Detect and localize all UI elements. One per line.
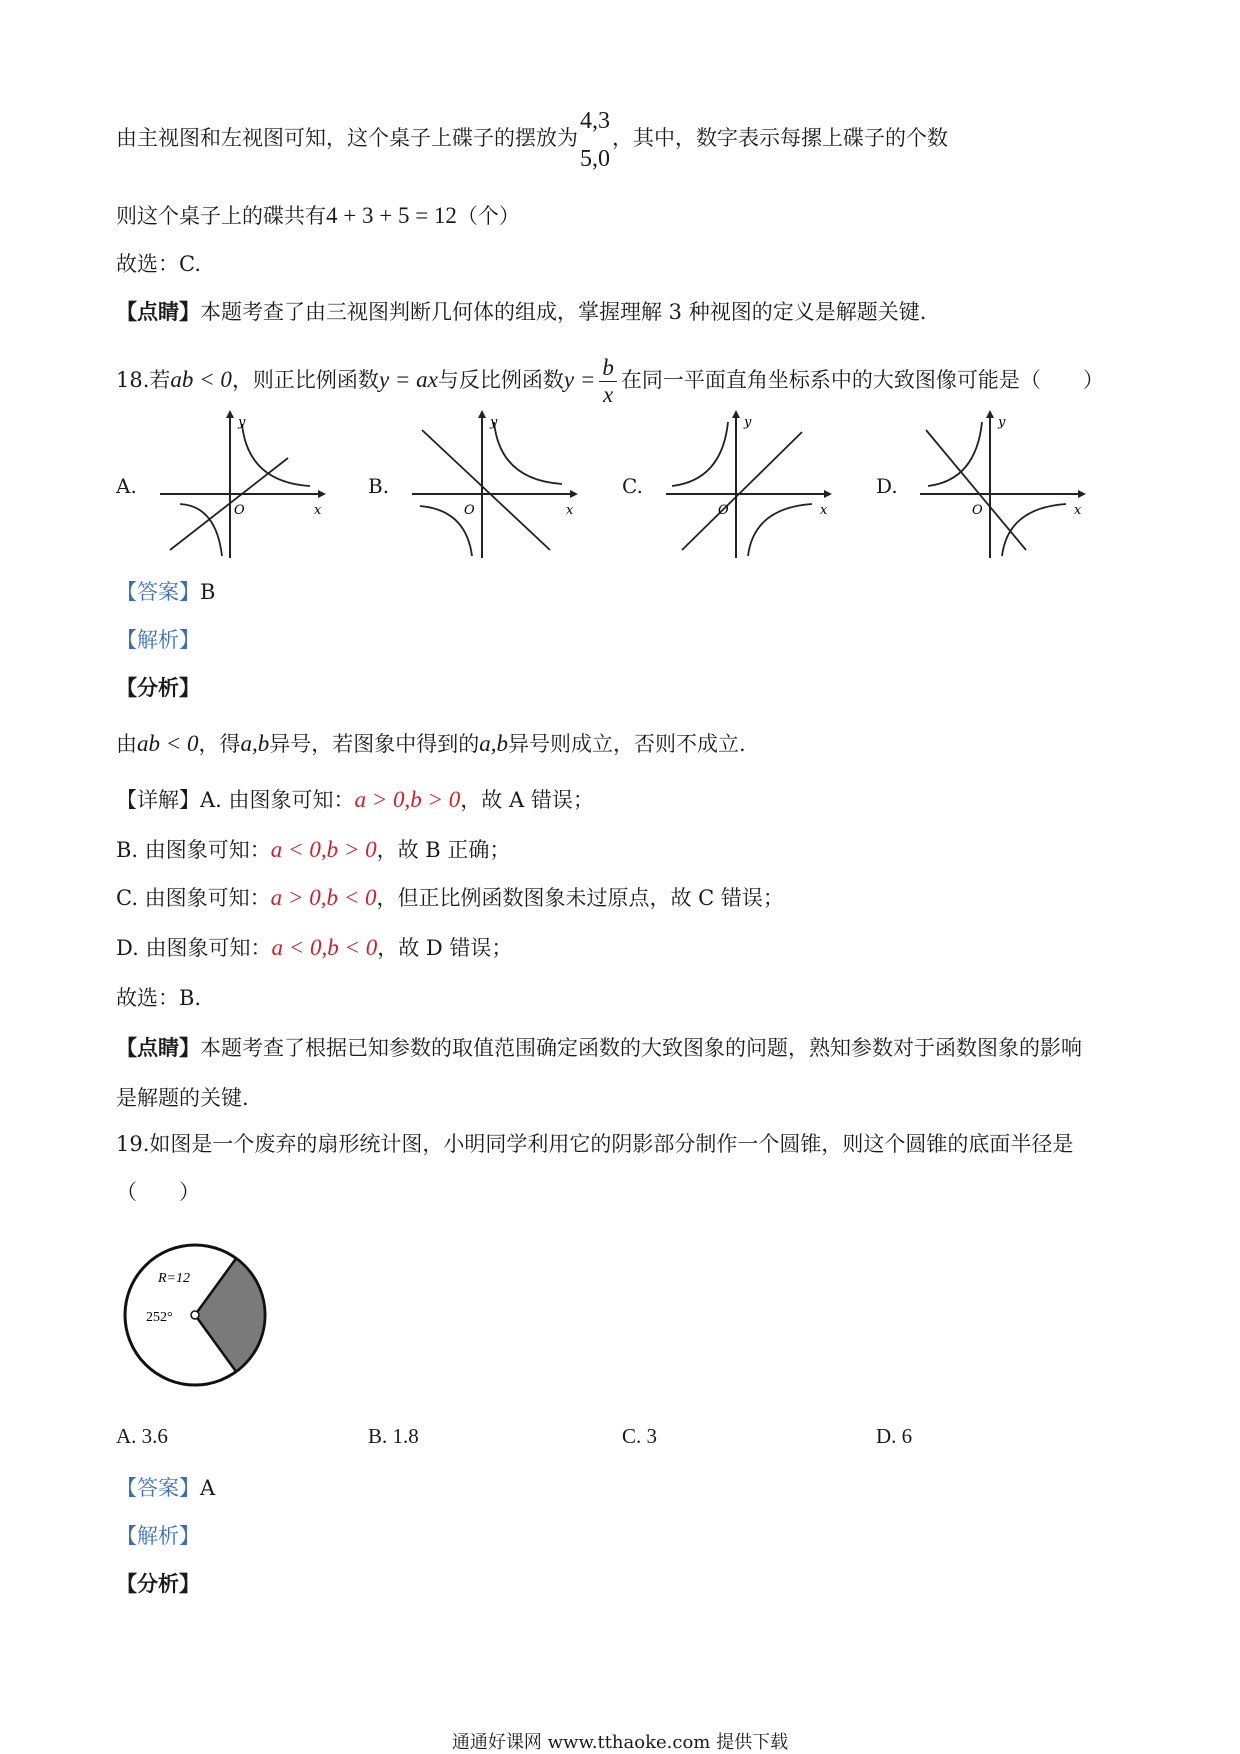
arrangement-bottom: 5,0 bbox=[580, 145, 610, 172]
q18-answer bbox=[116, 578, 215, 606]
q18-fraction bbox=[599, 355, 617, 408]
q19-pie-figure bbox=[120, 1240, 270, 1390]
origin-label: O bbox=[234, 503, 245, 518]
q19-stem: 19.如图是一个废弃的扇形统计图，小明同学利用它的阴影部分制作一个圆锥，则这个圆锥的底面半径是 bbox=[116, 1132, 1074, 1156]
dianjing-tag: 【点睛】 bbox=[116, 1035, 200, 1060]
radius-label: R=12 bbox=[158, 1271, 190, 1286]
detail-pre: 【详解】A. 由图象可知： bbox=[116, 788, 355, 812]
q19-fenxi-tag: 【分析】 bbox=[116, 1571, 200, 1596]
detail-line-b bbox=[116, 836, 510, 864]
arrangement-explain: ，其中，数字表示每摞上碟子的个数 bbox=[612, 126, 948, 150]
q18-select: 故选：B. bbox=[116, 986, 202, 1010]
arrangement-top: 4,3 bbox=[580, 107, 610, 134]
fenxi-vars2: a,b bbox=[479, 731, 509, 756]
q18-stem bbox=[116, 350, 1104, 410]
page-footer: 通通好课网 www.tthaoke.com 提供下载 bbox=[451, 1732, 789, 1753]
dianjing-tag: 【点睛】 bbox=[116, 299, 200, 324]
option-b-graph bbox=[410, 410, 580, 560]
detail-post: ，但正比例函数图象未过原点，故 C 错误； bbox=[376, 886, 784, 910]
fenxi-condition: ab < 0 bbox=[137, 731, 199, 756]
fenxi-mid: ，得 bbox=[198, 732, 241, 756]
origin-label: O bbox=[972, 503, 983, 518]
y-axis-label: y bbox=[490, 415, 498, 430]
detail-pre: B. 由图象可知： bbox=[116, 838, 271, 862]
plate-arrangement bbox=[580, 102, 610, 178]
q19-choice-b: B. 1.8 bbox=[368, 1424, 419, 1448]
q18-dianjing-cont: 是解题的关键. bbox=[116, 1086, 249, 1110]
fenxi-post: 异号则成立，否则不成立. bbox=[508, 732, 746, 756]
option-b-label: B. bbox=[368, 474, 390, 498]
q18-fenxi-tag: 【分析】 bbox=[116, 675, 200, 700]
answer-value: B bbox=[200, 580, 216, 604]
q19-choice-a: A. 3.6 bbox=[116, 1424, 168, 1448]
detail-post: ，故 B 正确； bbox=[376, 838, 511, 862]
option-d-label: D. bbox=[876, 474, 898, 498]
fraction-numerator: b bbox=[599, 355, 617, 382]
q18-inverse-lhs: y = bbox=[563, 367, 596, 392]
fenxi-mid2: 异号，若图象中得到的 bbox=[269, 732, 480, 756]
x-axis-label: x bbox=[820, 503, 828, 518]
detail-line-a bbox=[116, 786, 594, 814]
x-axis-label: x bbox=[1074, 503, 1082, 518]
answer-tag: 【答案】 bbox=[116, 1476, 200, 1500]
x-axis-label: x bbox=[314, 503, 322, 518]
total-unit: （个） bbox=[456, 204, 520, 228]
q18-number: 18.若 bbox=[116, 368, 171, 392]
q17-dianjing bbox=[116, 298, 926, 326]
dianjing-text: 本题考查了由三视图判断几何体的组成，掌握理解 3 种视图的定义是解题关键. bbox=[200, 300, 927, 324]
option-d-graph bbox=[918, 410, 1088, 560]
detail-post: ，故 A 错误； bbox=[460, 788, 594, 812]
option-c-label: C. bbox=[622, 474, 643, 498]
fraction-denominator: x bbox=[603, 382, 614, 407]
x-axis-label: x bbox=[566, 503, 574, 518]
q18-dianjing bbox=[116, 1034, 1082, 1062]
solution-total-line bbox=[116, 202, 520, 230]
detail-line-d bbox=[116, 934, 512, 962]
answer-tag: 【答案】 bbox=[116, 580, 200, 604]
q17-select: 故选：C. bbox=[116, 252, 201, 276]
solution-arrangement-line bbox=[116, 100, 948, 178]
y-axis-label: y bbox=[238, 415, 246, 430]
q18-analysis-tag: 【解析】 bbox=[116, 628, 200, 652]
arrangement-text: 由主视图和左视图可知，这个桌子上碟子的摆放为 bbox=[116, 126, 578, 150]
q19-choice-d: D. 6 bbox=[876, 1424, 913, 1448]
detail-condition: a > 0,b > 0 bbox=[354, 787, 461, 812]
q19-choice-c: C. 3 bbox=[622, 1424, 658, 1448]
total-text: 则这个桌子上的碟共有 bbox=[116, 204, 326, 228]
q18-text-1: ，则正比例函数 bbox=[231, 368, 379, 392]
q18-direct-func: y = ax bbox=[378, 367, 438, 392]
detail-pre: C. 由图象可知： bbox=[116, 886, 271, 910]
q19-paren: （ ） bbox=[116, 1180, 200, 1204]
q19-analysis-tag: 【解析】 bbox=[116, 1524, 200, 1548]
y-axis-label: y bbox=[744, 415, 752, 430]
origin-label: O bbox=[464, 503, 475, 518]
q18-fenxi-text bbox=[116, 730, 746, 758]
option-c-graph bbox=[664, 410, 834, 560]
answer-value: A bbox=[200, 1476, 216, 1500]
detail-condition: a < 0,b > 0 bbox=[270, 837, 377, 862]
total-expression: 4 + 3 + 5 = 12 bbox=[326, 203, 457, 228]
fenxi-vars: a,b bbox=[240, 731, 270, 756]
q18-text-2: 与反比例函数 bbox=[437, 368, 564, 392]
detail-condition: a > 0,b < 0 bbox=[270, 885, 377, 910]
detail-pre: D. 由图象可知： bbox=[116, 936, 272, 960]
option-a-label: A. bbox=[116, 474, 137, 498]
option-a-graph bbox=[158, 410, 328, 560]
q18-condition: ab < 0 bbox=[170, 367, 232, 392]
origin-label: O bbox=[718, 503, 729, 518]
fenxi-pre: 由 bbox=[116, 732, 137, 756]
detail-line-c bbox=[116, 884, 784, 912]
detail-condition: a < 0,b < 0 bbox=[271, 935, 378, 960]
detail-post: ，故 D 错误； bbox=[377, 936, 513, 960]
dianjing-text: 本题考查了根据已知参数的取值范围确定函数的大致图象的问题，熟知参数对于函数图象的影响 bbox=[200, 1036, 1082, 1060]
q18-text-3: 在同一平面直角坐标系中的大致图像可能是（ ） bbox=[620, 368, 1104, 392]
y-axis-label: y bbox=[998, 415, 1006, 430]
q19-answer bbox=[116, 1474, 215, 1502]
angle-label: 252° bbox=[146, 1310, 173, 1325]
